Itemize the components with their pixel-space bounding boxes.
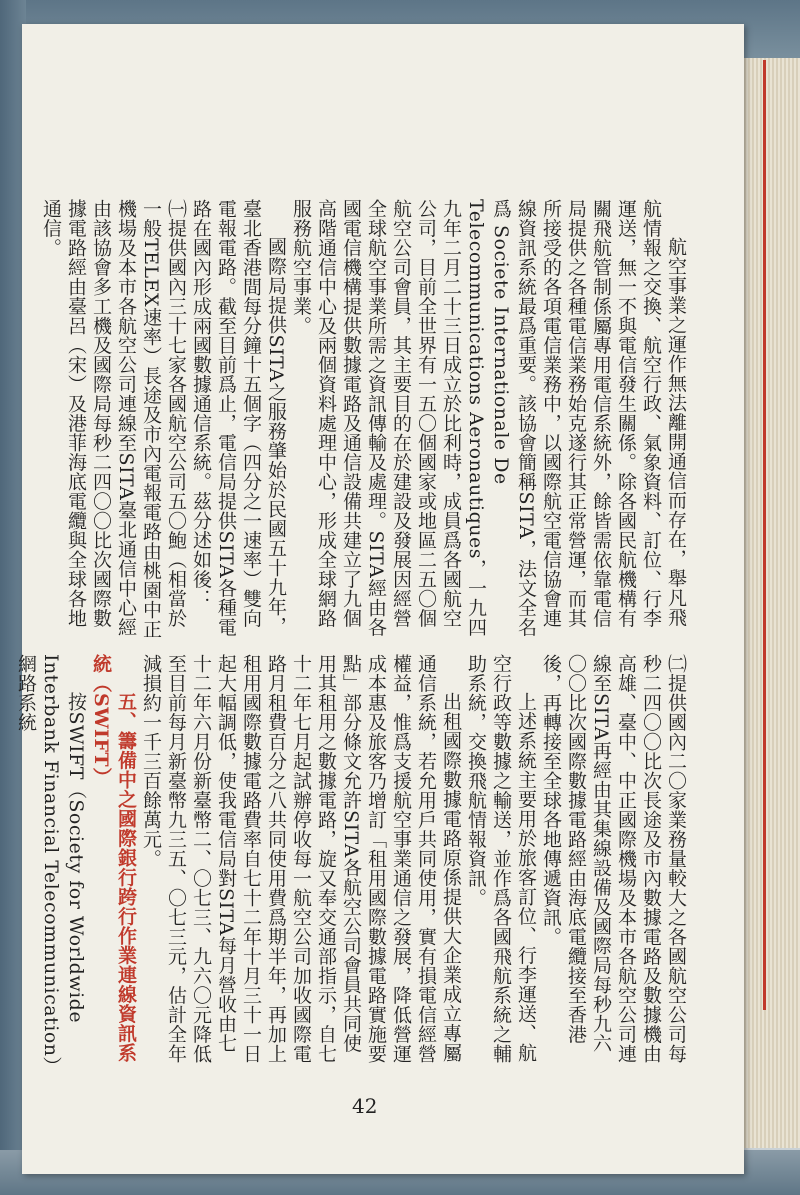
text-block-bottom: [15, 654, 688, 1069]
page-edges: [738, 58, 800, 1148]
paragraph: 航空事業之運作無法離開通信而存在，舉凡飛航情報之交換、航空行政、氣象資料、訂位、行李運送，無一不與電信發生關係。除各國民航機構有關飛航管制係屬專用電信系統外，餘皆需依靠電信局提供之各種電信業務始克遂行其正常營運，而其所接受的各項電信業務中，以國際航空電信協會連線資訊系統最爲重要。該協會簡稱SITA，法文全名爲 Societe Internationale De Telecommunications Aeronautiques，一九四九年二月二十三日成立於比利時，成員爲各國航空公司，目前全世界有一五〇個國家或地區二五〇個航空公司會員，其主要目的在於建設及發展因經營全球航空事業所需之資訊傳輸及處理。SITA經由各國電信機構提供數據電路及通信設備共建立了九個高階通信中心及兩個資料處理中心，形成全球網路服務航空事業。: [290, 199, 687, 637]
paragraph: 上述系統主要用於旅客訂位、行李運送、航空行政等數據之輸送，並作爲各國飛航系統之輔助系統，交換飛航情報資訊。: [465, 654, 537, 1064]
paragraph: ㈡提供國內二〇家業務量較大之各國航空公司每秒二四〇〇比次長途及市內數據電路及數據機由高雄、臺中、中正國際機場及本市各航空公司連線至SITA再經由其集線設備及國際局每秒九六〇〇比次國際數據電路經由海底電纜接至香港後，再轉接至全球各地傳遞資訊。: [540, 654, 687, 1064]
bookmark-ribbon: [763, 60, 766, 1010]
paragraph: 出租國際數據電路原係提供大企業成立專屬通信系統，若允用戶共同使用，實有損電信經營權益，惟爲支援航空事業通信之發展，降低營運成本惠及旅客乃增訂「租用國際數據電路實施要點」部分條文允許SITA各航空公司會員共同使用其租用之數據電路，旋又奉交通部指示，自七十二年七月起試辦停收每一航空公司加收國際電路月租費百分之八共同使用費爲期半年，再加上租用國際數據電路費率自七十二年十月三十一日起大幅調低，使我電信局對SITA每月營收由七十二年六月份新臺幣二、〇七三、九六〇元降低至目前每月新臺幣九三五、〇七三元，估計全年減損約一千三百餘萬元。: [140, 654, 462, 1064]
book-page: [15, 24, 744, 1174]
page-number: 42: [352, 1094, 378, 1118]
section-heading: 五、籌備中之國際銀行跨行作業連線資訊系統（SWIFT）: [90, 654, 137, 1063]
paragraph: 國際局提供SITA之服務肇始於民國五十九年，臺北香港間每分鐘十五個字（四分之一速率）雙向電報電路。截至目前爲止，電信局提供SITA各種電路在國內形成兩國數據通信系統。茲分述如後：: [190, 199, 287, 637]
paragraph: ㈠提供國內三十七家各國航空公司五〇鮑（相當於一般TELEX速率）長途及市內電報電路由桃園中正機場及本市各航空公司連線至SITA臺北通信中心經由該協會多工機及國際局每秒二四〇〇比次國際數據電路經由臺呂（宋）及港菲海底電纜與全球各地通信。: [40, 199, 187, 639]
text-block-top: [28, 199, 688, 644]
paragraph: 按SWIFT（Society for Worldwide Interbank Financial Telecommunication）網路系統: [15, 654, 87, 1067]
